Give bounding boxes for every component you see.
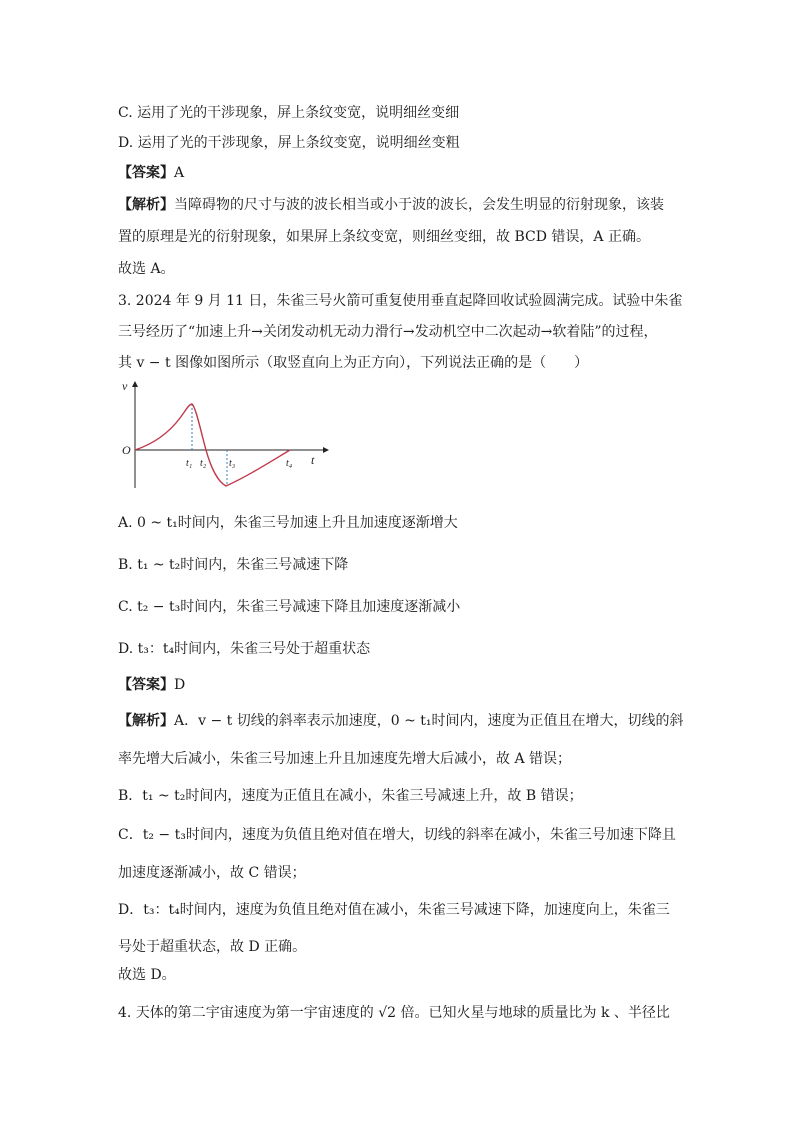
answer-2-line [118,676,185,694]
vt-graph [118,378,338,490]
option-d-line: D. 运用了光的干涉现象，屏上条纹变宽，说明细丝变粗 [118,135,460,151]
choose-2-line: 故选 D。 [118,967,176,983]
explanation-tag: 【解析】 [118,197,174,213]
option-c: C. t₂ − t₃时间内，朱雀三号减速下降且加速度逐渐减小 [118,599,461,615]
question-3-line-2: 三号经历了“加速上升→关闭发动机无动力滑行→发动机空中二次起动→软着陆”的过程， [118,324,658,340]
answer-text: A [174,165,185,181]
explanation-2-line-7: 号处于超重状态，故 D 正确。 [118,939,307,955]
explanation-2-line-1 [118,712,684,730]
v-axis-label: v [122,379,128,393]
question-3-line-3: 其 v − t 图像如图所示（取竖直向上为正方向），下列说法正确的是（ ） [118,355,589,371]
option-b: B. t₁ ~ t₂时间内，朱雀三号减速下降 [118,557,349,573]
explanation-2-line-4: C．t₂ − t₃时间内，速度为负值且绝对值在增大，切线的斜率在减小，朱雀三号加速下降且 [118,827,676,843]
answer-2-text: D [174,677,186,693]
explanation-line-2: 置的原理是光的衍射现象，如果屏上条纹变宽，则细丝变细，故 BCD 错误，A 正确。 [118,229,650,245]
choose-line: 故选 A。 [118,261,175,277]
t1-label: t₁ [186,458,193,469]
t-axis-label: t [311,453,315,467]
question-4-line: 4. 天体的第二宇宙速度为第一宇宙速度的 √2 倍。已知火星与地球的质量比为 k 、半径比 [118,1005,670,1021]
explanation-2-text: A．v − t 切线的斜率表示加速度，0 ~ t₁时间内，速度为正值且在增大，切线的斜 [174,713,684,729]
origin-label: O [122,443,131,457]
t4-label: t₄ [286,458,293,469]
option-a: A. 0 ~ t₁时间内，朱雀三号加速上升且加速度逐渐增大 [118,515,458,531]
t2-label: t₂ [200,458,207,469]
explanation-2-line-3: B．t₁ ~ t₂时间内，速度为正值且在减小，朱雀三号减速上升，故 B 错误； [118,788,583,804]
explanation-2-line-6: D．t₃：t₄时间内，速度为负值且绝对值在减小，朱雀三号减速下降，加速度向上，朱雀三 [118,902,670,918]
option-c-line: C. 运用了光的干涉现象，屏上条纹变宽，说明细丝变细 [118,105,460,121]
explanation-line-1 [118,196,664,214]
answer-2-tag: 【答案】 [118,677,174,693]
answer-tag: 【答案】 [118,165,174,181]
explanation-2-line-2: 率先增大后减小，朱雀三号加速上升且加速度先增大后减小，故 A 错误； [118,751,572,767]
answer-line [118,164,184,182]
explanation-2-line-5: 加速度逐渐减小，故 C 错误； [118,865,306,881]
option-d: D. t₃：t₄时间内，朱雀三号处于超重状态 [118,641,371,657]
explanation-text: 当障碍物的尺寸与波的波长相当或小于波的波长，会发生明显的衍射现象，该装 [174,197,664,213]
question-3-line-1: 3. 2024 年 9 月 11 日，朱雀三号火箭可重复使用垂直起降回收试验圆满完成。试验中朱雀 [118,293,683,309]
explanation-2-tag: 【解析】 [118,713,174,729]
velocity-curve [135,404,290,486]
t3-label: t₃ [229,458,236,469]
